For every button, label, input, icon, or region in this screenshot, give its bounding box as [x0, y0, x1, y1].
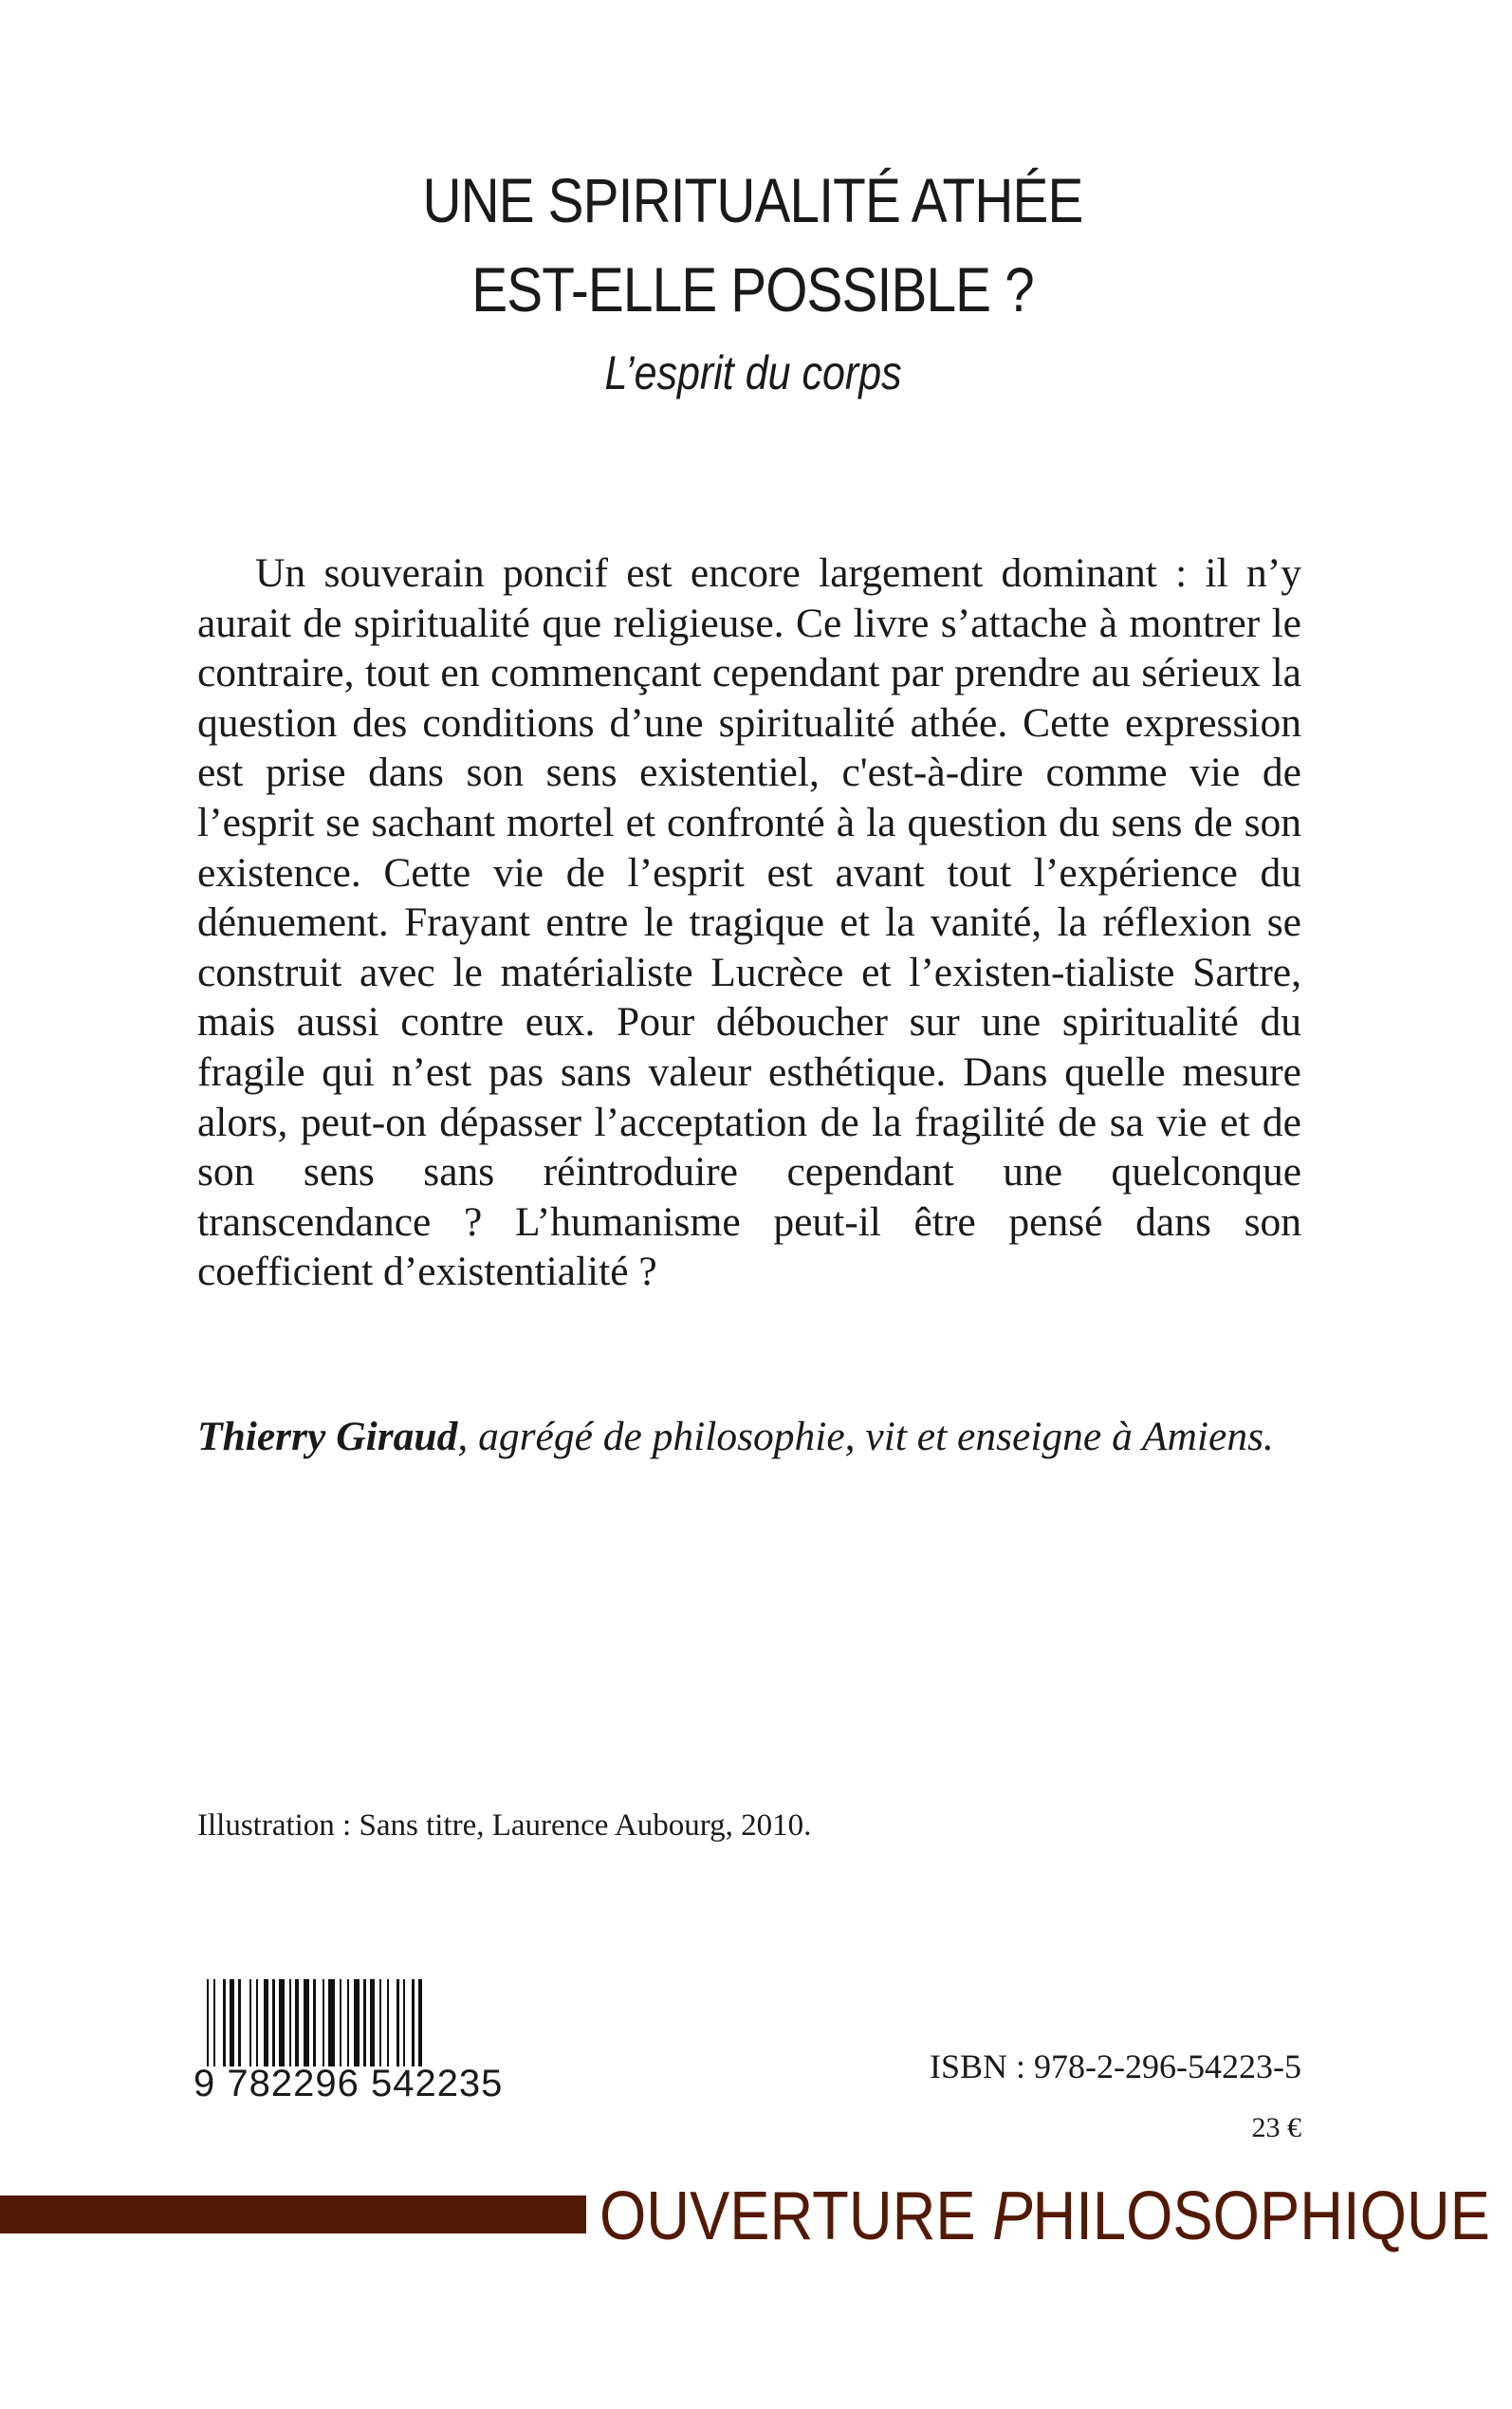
- barcode-bar: [403, 1979, 405, 2066]
- series-name-part-2: HILOSOPHIQUE: [1032, 2178, 1490, 2254]
- book-title-line-2: EST-ELLE POSSIBLE ?: [471, 254, 1034, 324]
- series-name-part-1: OUVERTURE: [599, 2178, 993, 2254]
- barcode-bar: [256, 1979, 258, 2066]
- barcode-bar: [396, 1979, 399, 2066]
- barcode-bar: [230, 1979, 234, 2066]
- barcode-bar: [363, 1979, 366, 2066]
- book-title-line-1: UNE SPIRITUALITÉ ATHÉE: [422, 165, 1083, 235]
- barcode-bar: [238, 1979, 241, 2066]
- barcode: [194, 1979, 592, 2136]
- author-note: [197, 1412, 1301, 1461]
- barcode-digits: 9 782296 542235: [194, 2063, 504, 2104]
- barcode-bar: [207, 1979, 209, 2066]
- book-subtitle: L’esprit du corps: [604, 346, 902, 399]
- barcode-bar: [412, 1979, 415, 2066]
- barcode-bar: [249, 1979, 251, 2066]
- barcode-bar: [313, 1979, 316, 2066]
- barcode-bar: [418, 1979, 422, 2066]
- barcode-bar: [279, 1979, 285, 2066]
- barcode-bar: [213, 1979, 215, 2066]
- barcode-bar: [370, 1979, 375, 2066]
- author-bio: , agrégé de philosophie, vit et enseigne à Amiens.: [457, 1414, 1274, 1459]
- blurb-paragraph: [197, 548, 1301, 1297]
- barcode-bar: [304, 1979, 309, 2066]
- barcode-bars: [194, 1979, 592, 2066]
- barcode-bar: [328, 1979, 335, 2066]
- isbn-label: ISBN : 978-2-296-54223-5: [930, 2048, 1301, 2085]
- blurb-text: Un souverain poncif est encore largement dominant : il n’y aurait de spiritualité que religieuse. Ce livre s’attache à montrer le contraire, tout en commençant cependant par prendre au sérieux la question des conditions d’une spiritualité athée. Cette expression est prise dans son sens existentiel, c'est-à-dire comme vie de l’esprit se sachant mortel et confronté à la question du sens de son existence. Cette vie de l’esprit est avant tout l’expérience du dénuement. Frayant entre le tragique et la vanité, la réflexion se construit avec le matérialiste Lucrèce et l’existen-tialiste Sartre, mais aussi contre eux. Pour déboucher sur une spiritualité du fragile qui n’est pas sans valeur esthétique. Dans quelle mesure alors, peut-on dépasser l’acceptation de la fragilité de sa vie et de son sens sans réintroduire cependant une quelconque transcendance ? L’humanisme peut-il être pensé dans son coefficient d’existentialité ?: [197, 550, 1301, 1295]
- barcode-bar: [379, 1979, 381, 2066]
- price-label: 23 €: [1251, 2112, 1301, 2143]
- series-name-initial: P: [992, 2178, 1033, 2254]
- barcode-bar: [340, 1979, 341, 2066]
- barcode-bar: [354, 1979, 360, 2066]
- illustration-credit: Illustration : Sans titre, Laurence Aubourg, 2010.: [197, 1808, 812, 1843]
- barcode-bar: [295, 1979, 299, 2066]
- barcode-bar: [272, 1979, 275, 2066]
- series-name: [599, 2178, 1490, 2254]
- barcode-bar: [223, 1979, 226, 2066]
- barcode-bar: [323, 1979, 324, 2066]
- barcode-bar: [264, 1979, 268, 2066]
- barcode-bar: [289, 1979, 291, 2066]
- barcode-bar: [347, 1979, 349, 2066]
- barcode-bar: [387, 1979, 389, 2066]
- series-band: [0, 2196, 586, 2233]
- author-name: Thierry Giraud: [197, 1414, 458, 1459]
